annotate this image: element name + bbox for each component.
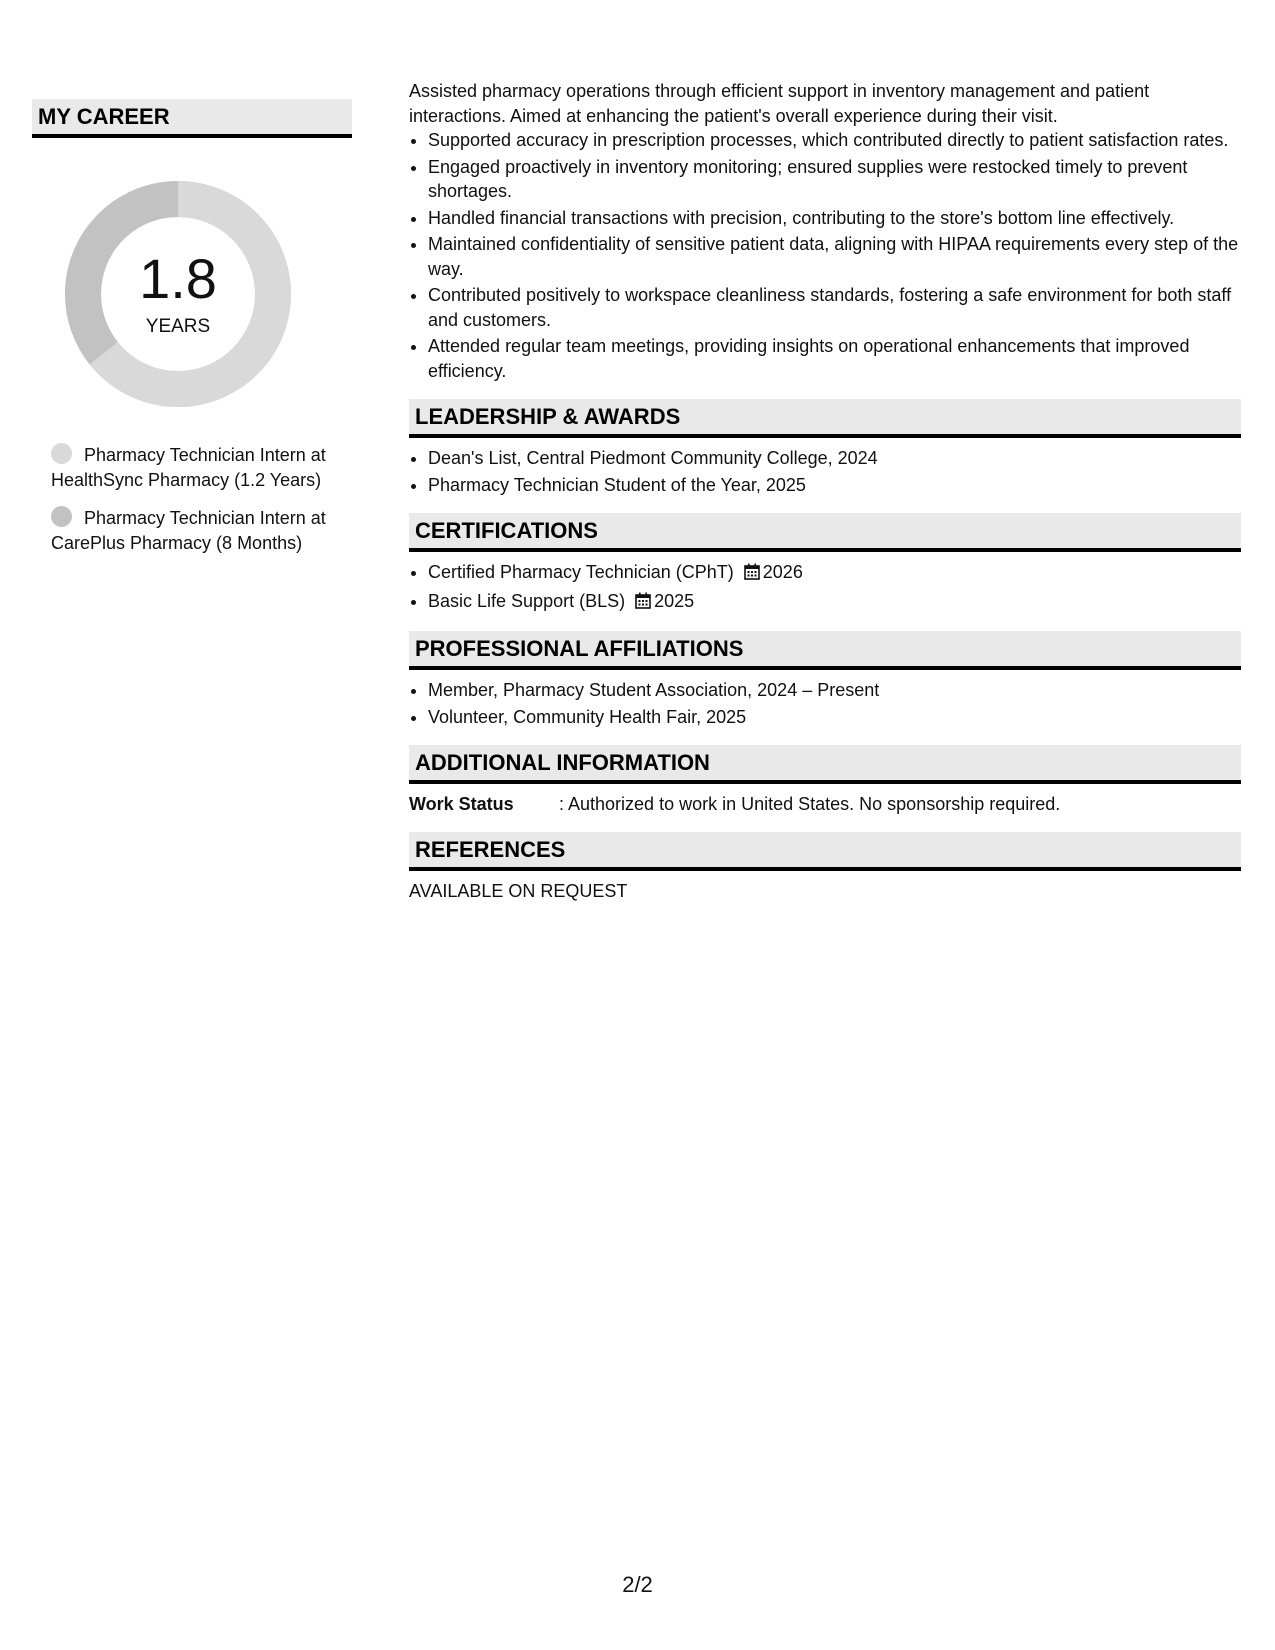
references-text: AVAILABLE ON REQUEST bbox=[409, 881, 628, 901]
career-legend bbox=[51, 443, 326, 555]
donut-total-unit: YEARS bbox=[145, 316, 211, 337]
section-header-my-career: MY CAREER bbox=[32, 99, 352, 138]
right-column bbox=[409, 79, 1241, 903]
list-item: • Attended regular team meetings, providing insights on operational enhancements that improved efficiency. bbox=[428, 334, 1241, 383]
section-header-affiliations: PROFESSIONAL AFFILIATIONS bbox=[409, 631, 1241, 670]
certifications-list bbox=[409, 560, 1241, 615]
list-item: • Contributed positively to workspace cleanliness standards, fostering a safe environment for both staff and customers. bbox=[428, 283, 1241, 332]
list-item bbox=[428, 560, 1241, 587]
list-item: • Dean's List, Central Piedmont Community College, 2024 bbox=[428, 446, 1241, 471]
section-header-additional-information: ADDITIONAL INFORMATION bbox=[409, 745, 1241, 784]
legend-item bbox=[51, 506, 326, 555]
certification-name: Certified Pharmacy Technician (CPhT) bbox=[428, 562, 734, 582]
legend-dot-icon bbox=[51, 506, 72, 527]
leadership-list bbox=[409, 446, 1241, 497]
certification-name: Basic Life Support (BLS) bbox=[428, 590, 626, 611]
left-column bbox=[32, 99, 352, 569]
list-item: • Maintained confidentiality of sensitive patient data, aligning with HIPAA requirements every step of the way. bbox=[428, 232, 1241, 281]
list-item: • Member, Pharmacy Student Association, 2024 – Present bbox=[428, 678, 1241, 703]
list-item: • Supported accuracy in prescription processes, which contributed directly to patient satisfaction rates. bbox=[428, 128, 1241, 153]
list-item: • Engaged proactively in inventory monitoring; ensured supplies were restocked timely to prevent shortages. bbox=[428, 155, 1241, 204]
calendar-icon bbox=[635, 591, 651, 616]
donut-total-value: 1.8 bbox=[139, 247, 217, 310]
list-item bbox=[428, 589, 1241, 616]
list-item: • Volunteer, Community Health Fair, 2025 bbox=[428, 705, 1241, 730]
affiliations-list bbox=[409, 678, 1241, 729]
section-header-references: REFERENCES bbox=[409, 832, 1241, 871]
page-number: 2/2 bbox=[622, 1572, 653, 1597]
legend-dot-icon bbox=[51, 443, 72, 464]
certification-year: 2025 bbox=[654, 590, 695, 611]
legend-label: Pharmacy Technician Intern at HealthSync Pharmacy (1.2 Years) bbox=[51, 445, 326, 490]
work-status-row bbox=[409, 792, 1241, 816]
certification-year: 2026 bbox=[762, 562, 803, 582]
calendar-icon bbox=[744, 562, 760, 587]
section-header-certifications: CERTIFICATIONS bbox=[409, 513, 1241, 552]
work-status-label: Work Status bbox=[409, 794, 514, 814]
experience-intro: Assisted pharmacy operations through efficient support in inventory management and patient interactions. Aimed at enhancing the patient's overall experience during their visit. bbox=[409, 81, 1150, 126]
legend-item bbox=[51, 443, 326, 492]
experience-bullets bbox=[409, 128, 1241, 383]
list-item: • Handled financial transactions with precision, contributing to the store's bottom line effectively. bbox=[428, 206, 1241, 231]
career-donut-chart bbox=[65, 181, 291, 407]
list-item: • Pharmacy Technician Student of the Year, 2025 bbox=[428, 473, 1241, 498]
work-status-value: : Authorized to work in United States. No sponsorship required. bbox=[559, 794, 1061, 814]
legend-label: Pharmacy Technician Intern at CarePlus Pharmacy (8 Months) bbox=[51, 508, 326, 553]
section-header-leadership: LEADERSHIP & AWARDS bbox=[409, 399, 1241, 438]
